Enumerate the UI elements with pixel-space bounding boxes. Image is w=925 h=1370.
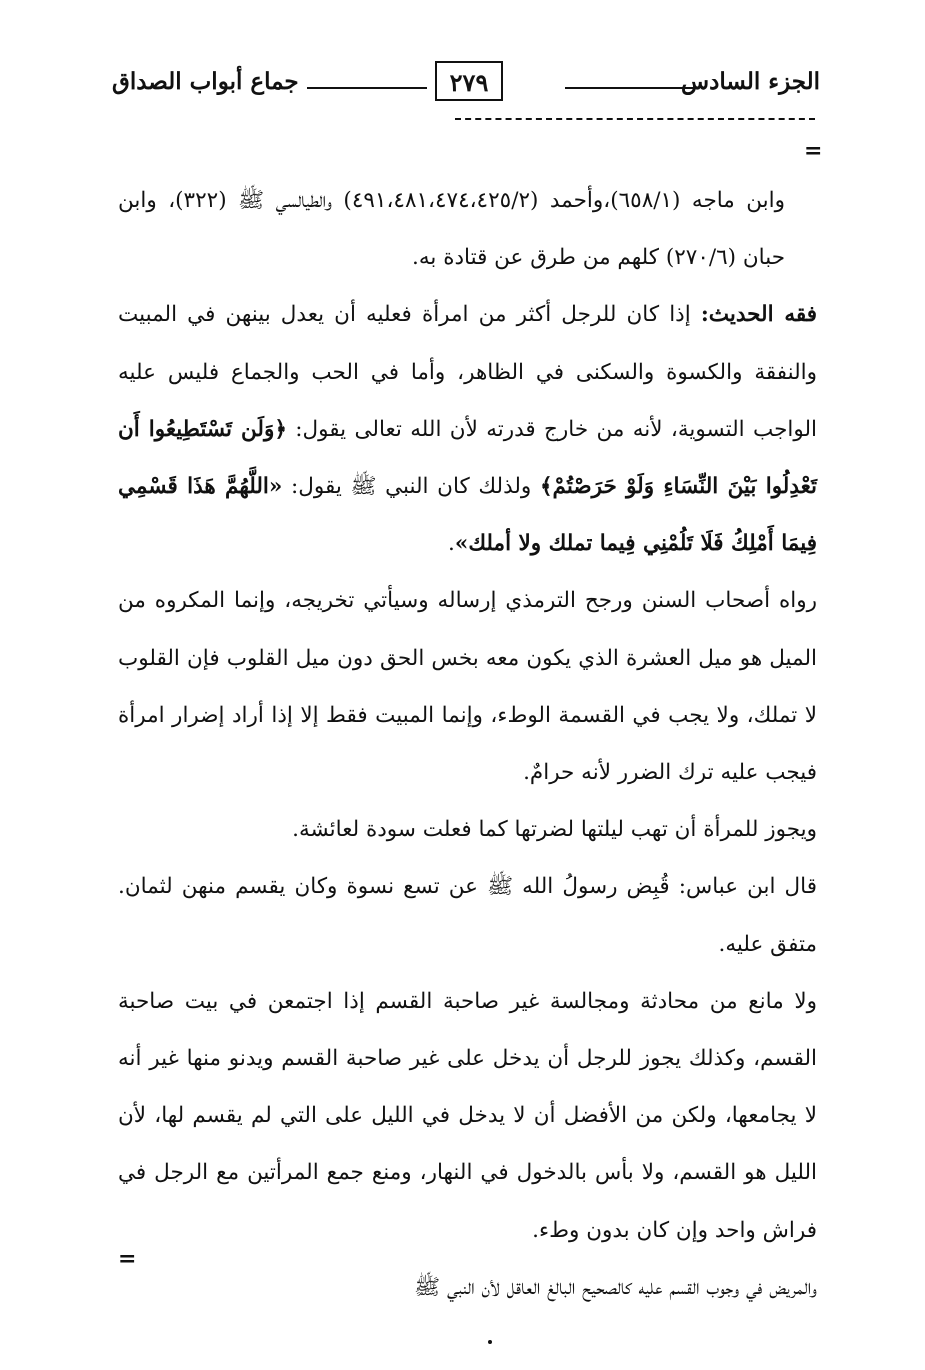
page-number-box: ٢٧٩	[435, 61, 503, 101]
paragraph-sunan: رواه أصحاب السنن ورجح الترمذي إرساله وسيأتي تخريجه، وإنما المكروه من الميل هو ميل العشرة الذي يكون معه بخس الحق دون ميل القلوب فإن القلوب لا تملك، ولا يجب في القسمة الوطء، وإنما المبيت فقط إلا إذا أراد إضرار امرأة فيجب عليه ترك الضرر لأنه حرامٌ.	[118, 588, 817, 786]
fiqh-text-a: إذا كان للرجل أكثر من امرأة فعليه أن يعدل بينهن في المبيت والنفقة والكسوة والسكنى في الظاهر، وأما في الحب والجماع فليس عليه الواجب التسوية، لأنه من خارج قدرته لأن الله تعالى يقول:	[118, 302, 818, 442]
hadith-quote: «اللَّهُمَّ هَذَا قَسْمِي فِيمَا أَمْلِكُ فَلَا تَلُمْنِي فِيما تملك ولا أملك»	[118, 474, 817, 557]
chapter-title: جماع أبواب الصداق	[112, 68, 299, 95]
fiqh-label: فقه الحديث:	[700, 302, 818, 328]
main-text	[118, 172, 817, 1316]
paragraph-fiqh	[118, 286, 817, 572]
paragraph-sick-man: والمريض في وجوب القسم عليه كالصحيح البالغ العاقل لأن النبي ﷺ	[414, 1274, 817, 1300]
continuation-mark-top: =	[804, 138, 823, 164]
volume-title: الجزء السادس	[681, 68, 820, 95]
quran-verse: ﴿وَلَن تَسْتَطِيعُوا أَن تَعْدِلُوا بَيْنَ النِّسَاءِ وَلَوْ حَرَصْتُمْ﴾	[118, 416, 817, 500]
paragraph-gift-night: ويجوز للمرأة أن تهب ليلتها لضرتها كما فعلت سودة لعائشة.	[292, 817, 817, 843]
fiqh-end: .	[448, 531, 455, 557]
paragraph-ibn-abbas: قال ابن عباس: قُبِض رسولُ الله ﷺ عن تسع نسوة وكان يقسم منهن لثمان. متفق عليه.	[118, 874, 817, 957]
dashed-separator	[455, 118, 815, 120]
footnote-continuation: وابن ماجه (٦٥٨/١)،وأحمد (٤٩١،٤٨١،٤٧٤،٤٢٥/٢) والطيالسي ﷺ (٣٢٢)، وابن حبان (٢٧٠/٦) كلهم من طرق عن قتادة به.	[118, 188, 786, 271]
header-rule-right	[565, 87, 695, 89]
header-rule-left	[307, 87, 427, 89]
footer-dot	[488, 1340, 492, 1344]
continuation-mark-bottom: =	[118, 1246, 137, 1272]
fiqh-text-b: ولذلك كان النبي ﷺ يقول:	[282, 474, 540, 500]
paragraph-no-objection: ولا مانع من محادثة ومجالسة غير صاحبة القسم إذا اجتمعن في بيت صاحبة القسم، وكذلك يجوز للرجل أن يدخل على غير صاحبة القسم ويدنو منها غير أنه لا يجامعها، ولكن من الأفضل أن لا يدخل في الليل على التي لم يقسم لها، لأن الليل هو القسم، ولا بأس بالدخول في النهار، ومنع جمع المرأتين مع الرجل في فراش واحد وإن كان بدون وطء.	[118, 988, 817, 1243]
running-header	[112, 58, 820, 106]
